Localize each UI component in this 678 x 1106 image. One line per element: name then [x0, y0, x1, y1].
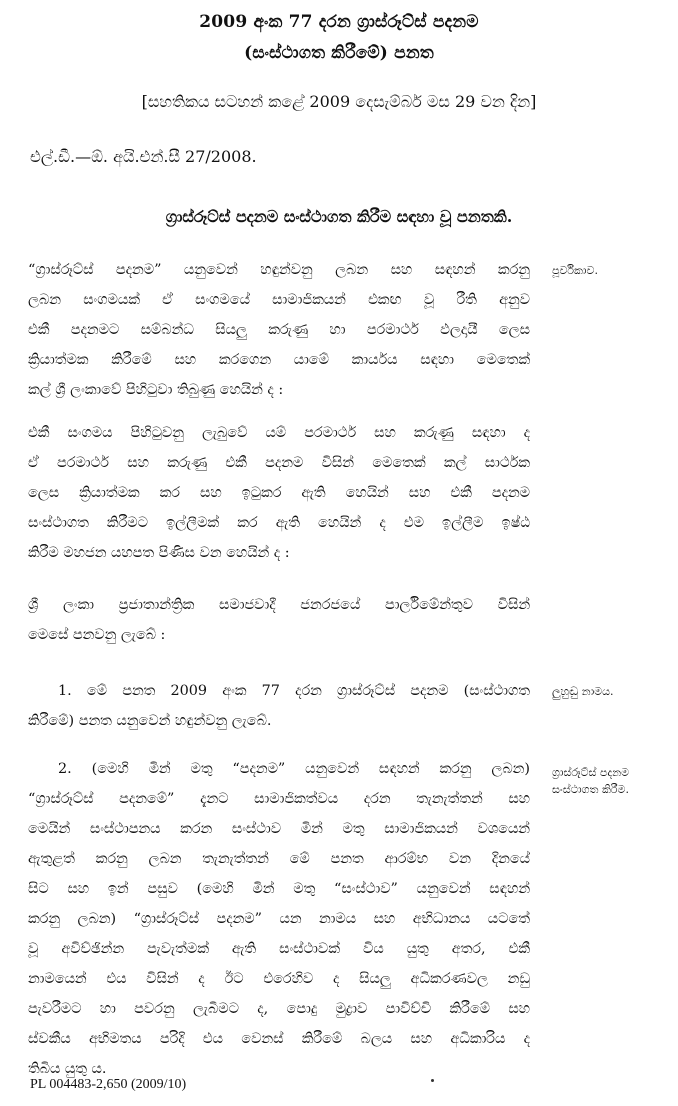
text-line: “ග්‍රාස්රූට්ස් පදනමේ” දැනට සාමාජිකත්වය දරන තැනැත්තන් සහ [28, 791, 530, 807]
preamble-paragraph-1 [28, 255, 530, 405]
long-title: ග්‍රාස්රූට්ස් පදනම සංස්ථාගත කිරීම සඳහා වූ පනතකි. [165, 207, 513, 226]
text-line: එකී පදනමට සම්බන්ධ සියලු කරුණු හා පරමාර්ථ ඵලදායී ලෙස [28, 322, 530, 338]
act-title-line2: (සංස්ථාගත කිරීමේ) පනත [244, 43, 434, 63]
text-line: තිබිය යුතු ය. [28, 1061, 107, 1077]
text-line: ඇතුළත් කරනු ලබන තැනැත්තන් මේ පනත ආරම්භ වන දිනයේ [28, 851, 530, 867]
text-line: සංස්ථාගත කිරීමට ඉල්ලීමක් කර ඇති හෙයින් ද එම ඉල්ලීම ඉෂ්ඨ [28, 515, 530, 531]
text-line: එකී සංගමය පිහිටුවනු ලැබුවේ යම් පරමාර්ථ සහ කරුණු සඳහා ද [28, 425, 530, 441]
preamble-paragraph-2 [28, 418, 530, 568]
text-line: පැවරීමට හා පවරනු ලැබීමට ද, පොදු මුද්‍රාව පාවිච්චි කිරීමේ සහ [28, 1001, 530, 1017]
text-line: කිරීමේ) පනත යනුවෙන් හඳුන්වනු ලැබේ. [28, 713, 272, 729]
print-code-footer: PL 004483-2,650 (2009/10) [30, 1077, 187, 1092]
text-line: කිරීම මහජන යහපත පිණිස වන හෙයින් ද : [28, 545, 290, 561]
text-line: 2. (මෙහි මින් මතු “පදනම” යනුවෙන් සඳහන් කරනු ලබන) [58, 761, 530, 777]
text-line: මෙසේ පනවනු ලැබේ : [28, 627, 166, 643]
enacting-clause [28, 590, 530, 650]
text-line: ලෙස ක්‍රියාත්මක කර සහ ඉටුකර ඇති හෙයින් සහ එකී පදනම [28, 485, 530, 501]
reference-number: එල්.ඩී.—ඕ. අයි.එන්.සී 27/2008. [30, 147, 257, 166]
text-line: වූ අවිච්ඡින්න පැවැත්මක් ඇති සංස්ථාවක් විය යුතු අතර, එකී [28, 941, 530, 957]
scan-speck [431, 1079, 434, 1082]
margin-note-preamble: පූර්විකාව. [552, 264, 598, 277]
margin-note-line: ග්‍රාස්රූට්ස් පදනම [552, 766, 630, 779]
margin-note-incorporation [552, 764, 672, 798]
text-line: “ග්‍රාස්රූට්ස් පදනම” යනුවෙන් හඳුන්වනු ලබන සහ සඳහන් කරනු [28, 262, 530, 278]
text-line: ස්වකීය අභිමතය පරිදි එය වෙනස් කිරීමේ බලය සහ අධිකාරිය ද [28, 1031, 530, 1047]
section-2 [28, 754, 530, 1084]
text-line: ක්‍රියාත්මක කිරීමේ සහ කරගෙන යාමේ කාර්යය සඳහා මෙතෙක් [28, 352, 530, 368]
margin-note-short-title: ලුහුඬු නාමය. [552, 685, 614, 698]
text-line: ශ්‍රී ලංකා ප්‍රජාතාන්ත්‍රික සමාජවාදී ජනරජයේ පාර්ලිමේන්තුව විසින් [28, 597, 530, 613]
text-line: සිට සහ ඉන් පසුව (මෙහි මින් මතු “සංස්ථාව” යනුවෙන් සඳහන් [28, 881, 530, 897]
certified-date-note: [සහතිකය සටහන් කළේ 2009 දෙසැම්බර් මස 29 වන දින] [141, 92, 537, 111]
text-line: ලබන සංගමයක් ඒ සංගමයේ සාමාජිකයන් එකඟ වූ රීති අනුව [28, 292, 530, 308]
text-line: නාමයෙන් එය විසින් ද ඊට එරෙහිව ද සියලු අධිකරණවල නඩු [28, 971, 530, 987]
text-line: මෙයින් සංස්ථාපනය කරන සංස්ථාව මින් මතු සාමාජිකයන් වශයෙන් [28, 821, 530, 837]
text-line: 1. මේ පනත 2009 අංක 77 දරන ග්‍රාස්රූට්ස් පදනම (සංස්ථාගත [58, 683, 530, 699]
text-line: ඒ පරමාර්ථ සහ කරුණු එකී පදනම විසින් මෙතෙක් කල් සාර්ථක [28, 455, 530, 471]
margin-note-line: සංස්ථාගත කිරීම. [552, 783, 629, 796]
text-line: කරනු ලබන) “ග්‍රාස්රූට්ස් පදනම” යන නාමය සහ අභිධානය යටතේ [28, 911, 530, 927]
text-line: කල් ශ්‍රී ලංකාවේ පිහිටුවා තිබුණු හෙයින් ද : [28, 382, 284, 398]
act-title-line1: 2009 අංක 77 දරන ග්‍රාස්රූට්ස් පදනම [199, 12, 479, 32]
section-1 [28, 676, 530, 736]
